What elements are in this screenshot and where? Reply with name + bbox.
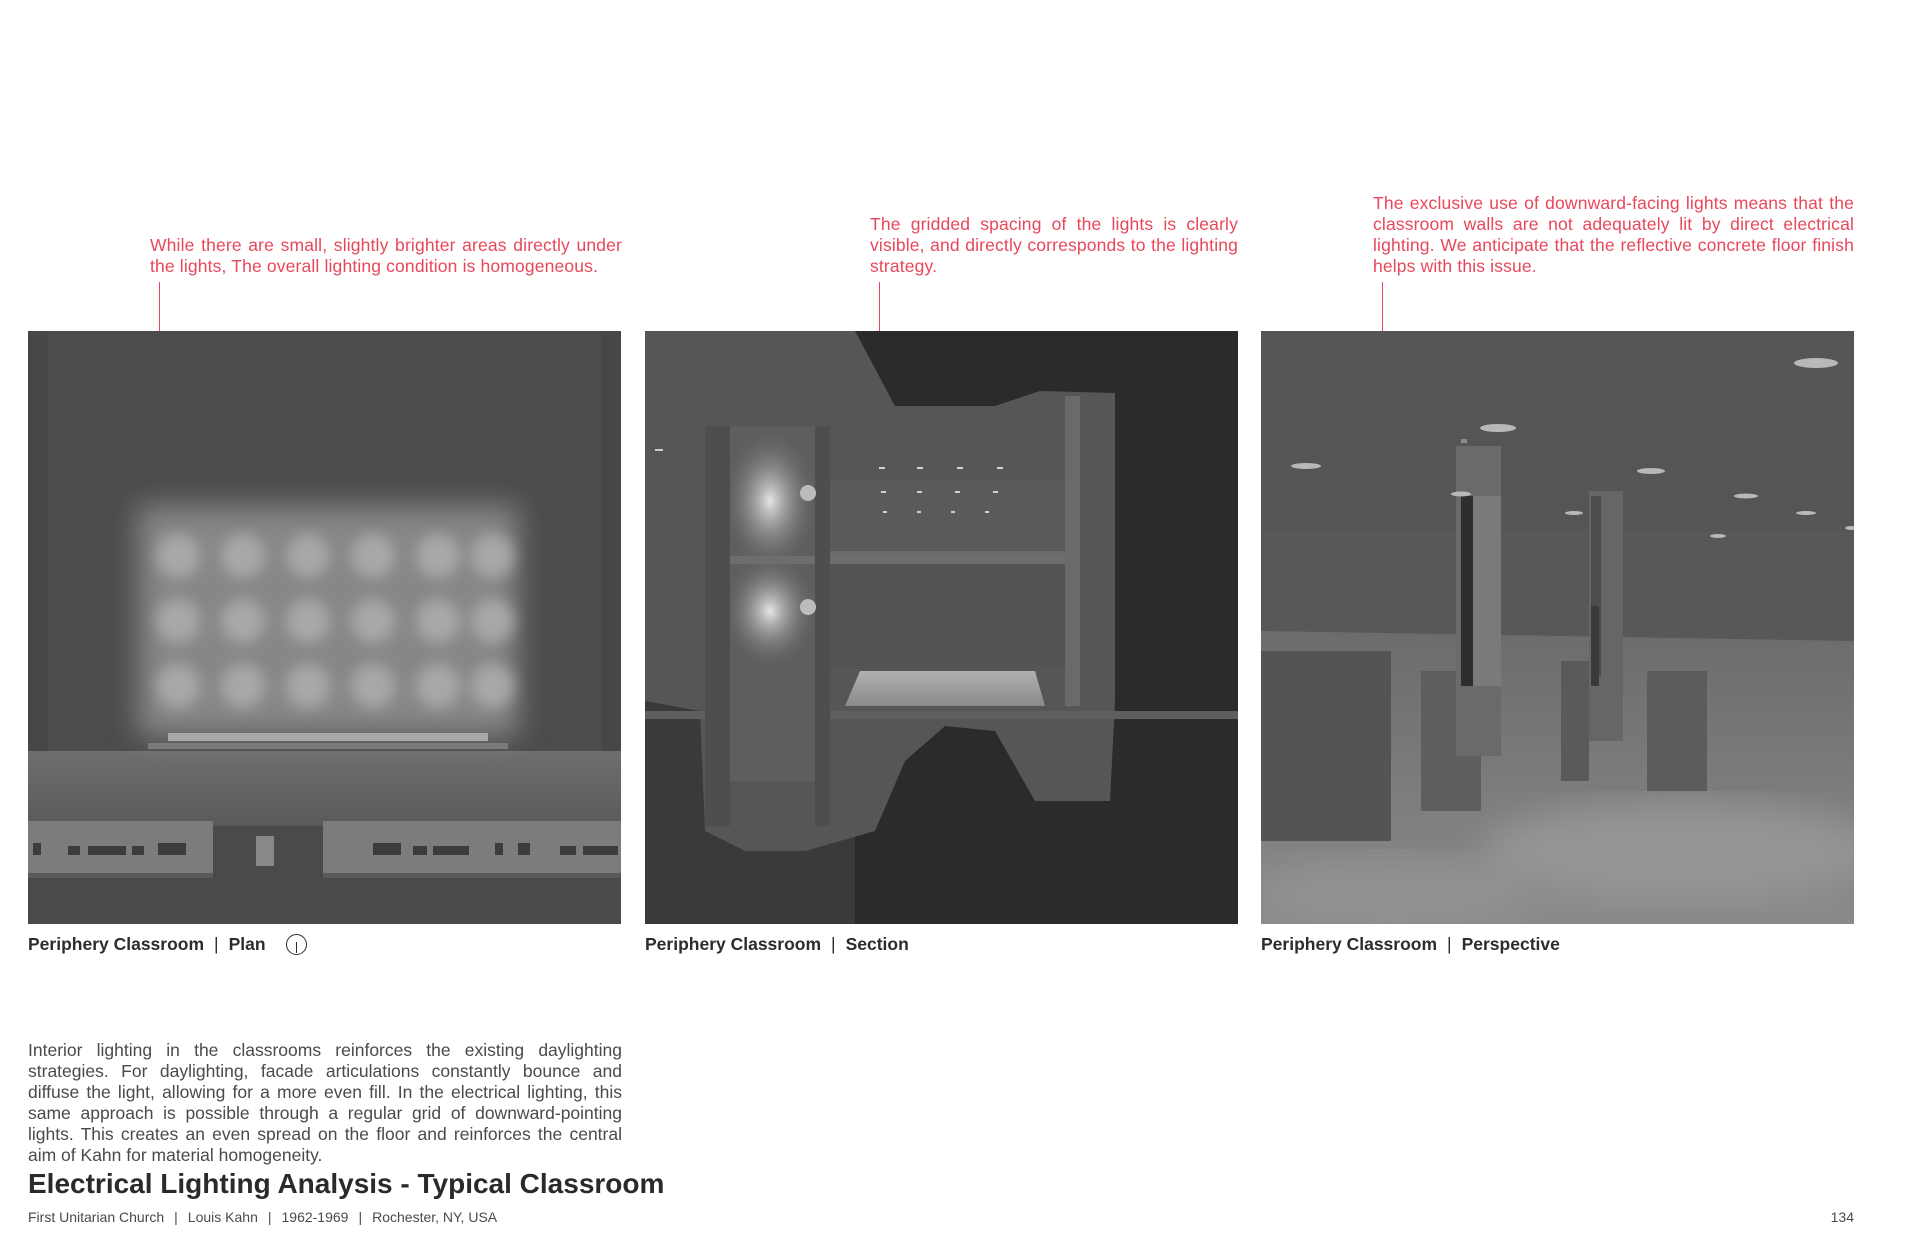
footer-years: 1962-1969 (281, 1209, 349, 1225)
body-paragraph: Interior lighting in the classrooms reinforces the existing daylighting strategies. For daylighting, facade articulations constantly bounce and diffuse the light, allowing for a more even fill. In the electrical lighting, this same approach is possible through a regular grid of downward-pointing lights. This creates an even spread on the floor and reinforces the central aim of Kahn for material homogeneity. (28, 1040, 622, 1165)
plan-caption (28, 934, 307, 955)
footer-separator: | (174, 1209, 178, 1225)
plan-caption-subject: Periphery Classroom (28, 934, 205, 954)
section-render (645, 331, 1238, 924)
section-caption (645, 934, 909, 955)
footer-credits (28, 1209, 497, 1225)
plan-annotation: While there are small, slightly brighter areas directly under the lights, The overall lighting condition is homogeneous. (150, 235, 622, 276)
perspective-render (1261, 331, 1854, 924)
footer-building: First Unitarian Church (28, 1209, 165, 1225)
section-caption-subject: Periphery Classroom (645, 934, 822, 954)
plan-render-image (28, 331, 621, 924)
perspective-caption-subject: Periphery Classroom (1261, 934, 1438, 954)
section-caption-separator: | (831, 934, 836, 954)
plan-caption-view: Plan (228, 934, 266, 954)
perspective-caption-view: Perspective (1461, 934, 1560, 954)
perspective-caption-separator: | (1447, 934, 1452, 954)
page-number: 134 (1830, 1209, 1854, 1225)
perspective-render-image (1261, 331, 1854, 924)
footer-architect: Louis Kahn (187, 1209, 258, 1225)
page-title: Electrical Lighting Analysis - Typical Classroom (28, 1168, 665, 1199)
section-render-image (645, 331, 1238, 924)
section-annotation: The gridded spacing of the lights is clearly visible, and directly corresponds to the lighting strategy. (870, 214, 1238, 276)
footer-separator: | (267, 1209, 272, 1225)
footer-location: Rochester, NY, USA (372, 1209, 498, 1225)
section-caption-view: Section (845, 934, 909, 954)
perspective-annotation: The exclusive use of downward-facing lights means that the classroom walls are not adequately lit by direct electrical lighting. We anticipate that the reflective concrete floor finish helps with this issue. (1373, 193, 1854, 276)
plan-caption-separator: | (214, 934, 219, 954)
footer-separator: | (358, 1209, 363, 1225)
perspective-caption (1261, 934, 1560, 955)
plan-render (28, 331, 621, 924)
north-arrow-icon (286, 934, 307, 955)
